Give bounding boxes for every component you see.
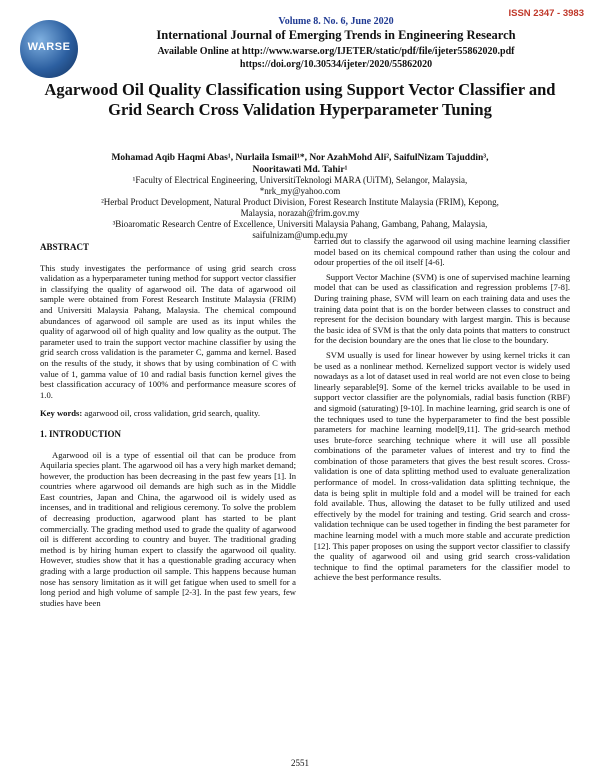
logo-text: WARSE (27, 41, 71, 53)
affiliation-line: ³Bioaromatic Research Centre of Excellence, Universiti Malaysia Pahang, Gambang, Pahang, Malaysia, (112, 219, 488, 229)
affiliation-email: *nrk_my@yahoo.com (259, 186, 341, 196)
affiliations (70, 175, 530, 241)
affiliation-line: ²Herbal Product Development, Natural Product Division, Forest Research Institute Malaysia (FRIM), Kepong, (101, 197, 499, 207)
authors (70, 152, 530, 176)
body-paragraph: Support Vector Machine (SVM) is one of supervised machine learning model that can be used as classification and regression problems [7-8]. During training phase, SVM will learn on each training data and uses the training data point that is on the border between classes to construct and represent for the decision boundary with largest margin. This is because the basic idea of SVM is that the only data points that matters to construct for the decision boundary are the ones that lie close to the boundary. (314, 271, 570, 346)
volume-line: Volume 8. No. 6, June 2020 (278, 16, 394, 27)
affiliation-email: Malaysia, norazah@frim.gov.my (240, 208, 360, 218)
left-column (40, 236, 296, 612)
intro-paragraph: Agarwood oil is a type of essential oil that can be produce from Aquilaria species plant. The agarwood oil has a very high market demand; however, the production has been decreasing in the past few years [1]. In countries where agarwood oil demands are high such as in the Middle East countries, Japan and China, the agarwood oil is widely used as incenses, and in traditional and religious ceremony. To solve the problem of decreasing production, agarwood plant has started to be plant commercially. The grading method used to grade the quality of agarwood oil is different according to country and buyer. The traditional grading method is by hiring human expert to classify the agarwood oil quality. However, studies show that it has a questionable grading accuracy when grading with a large production oil sample. This happens because human nose has sensory limitation as it will get fatigue when used to smell for a long period and high volume of sample [2-3]. In the past few years, few studies have been (40, 449, 296, 608)
warse-logo (20, 20, 78, 78)
authors-line: Nooritawati Md. Tahir¹ (252, 165, 348, 175)
page-number: 2551 (291, 758, 309, 768)
body-paragraph: SVM usually is used for linear however by using kernel tricks it can be used as a nonlinear method. Kernelized support vector is widely used nowadays as a lot of dataset used in real world are not even close to being linearly separable[9]. Some of the kernel tricks available to be used in support vector classifier are the polynomials, radial basis function (RBF) and sigmoid (saturating) [9-10]. In machine learning, grid search is one of the techniques used to tune the hyperparameter to find the best possible parameters for machine learning model[9,11]. The grid-search method uses brute-force searching technique where it will use all possible combinations of the parameter values of interest and try to find the combination of those parameters that gives the best result scores. Cross-validation is one of data splitting method used to evaluate generalization performance of model. In cross-validation data splitting technique, the data is being split in multiple fold and a model will be trained for each fold available. Thus, allowing the dataset to be fully utilized and used effectively by the model for training and testing. Grid search and cross-validation technique can be used together in finding the best parameter for machine learning model with a much more stable and accurate prediction [12]. This paper proposes on using the support vector classifier to classify the quality of agarwood oil and using grid search cross-validation technique to find the optimal parameters for the classifier model to achieve the best performance results. (314, 349, 570, 583)
keywords-label: Key words: (40, 408, 83, 419)
right-column (314, 236, 570, 587)
abstract-text: This study investigates the performance of using grid search cross validation as a hyperparameter tuning method for support vector classifier in classifying the quality of agarwood oil. The data of agarwood oil sample were obtained from Forest Research Institute Malaysia (FRIM) and Universiti Malaysia Pahang, Malaysia. The chemical compound abundances of agarwood oil sample are used as its input whiles the quality of agarwood oil of high quality and low quality as the output. The parameter used to train the support vector machine classifier by using the grid search cross validation is the parameter C, gamma and kernel. Based on the results of the study, it shows that by using combination of C with value of 1, gamma value of 10 and radial basis function kernel gives the best classification accuracy of 100% and performance measure scores of 1.0. (40, 262, 296, 400)
issn-label: ISSN 2347 - 3983 (508, 8, 584, 19)
available-online-link[interactable]: Available Online at http://www.warse.org/IJETER/static/pdf/file/ijeter55862020.pdf (157, 46, 515, 57)
authors-line: Mohamad Aqib Haqmi Abas¹, Nurlaila Ismail¹*, Nor AzahMohd Ali², SaifulNizam Tajuddin³, (111, 153, 489, 163)
journal-title: International Journal of Emerging Trends in Engineering Research (156, 28, 516, 42)
doi-link[interactable]: https://doi.org/10.30534/ijeter/2020/55862020 (239, 59, 433, 70)
keywords (40, 408, 296, 419)
keywords-text: agarwood oil, cross validation, grid search, quality. (82, 408, 260, 419)
paper-title: Agarwood Oil Quality Classification using Support Vector Classifier and Grid Search Cross Validation Hyperparameter Tuning (44, 80, 556, 119)
affiliation-line: ¹Faculty of Electrical Engineering, UniversitiTeknologi MARA (UiTM), Selangor, Malaysia, (132, 175, 468, 185)
affiliation-email: saifulnizam@ump.edu.my (252, 230, 348, 240)
abstract-heading: ABSTRACT (40, 242, 90, 252)
body-paragraph: carried out to classify the agarwood oil using machine learning classifier model based on its chemical compound rather than using the colour and odour properties of the oil itself [4-6]. (314, 236, 570, 268)
introduction-heading: 1. INTRODUCTION (40, 428, 122, 439)
